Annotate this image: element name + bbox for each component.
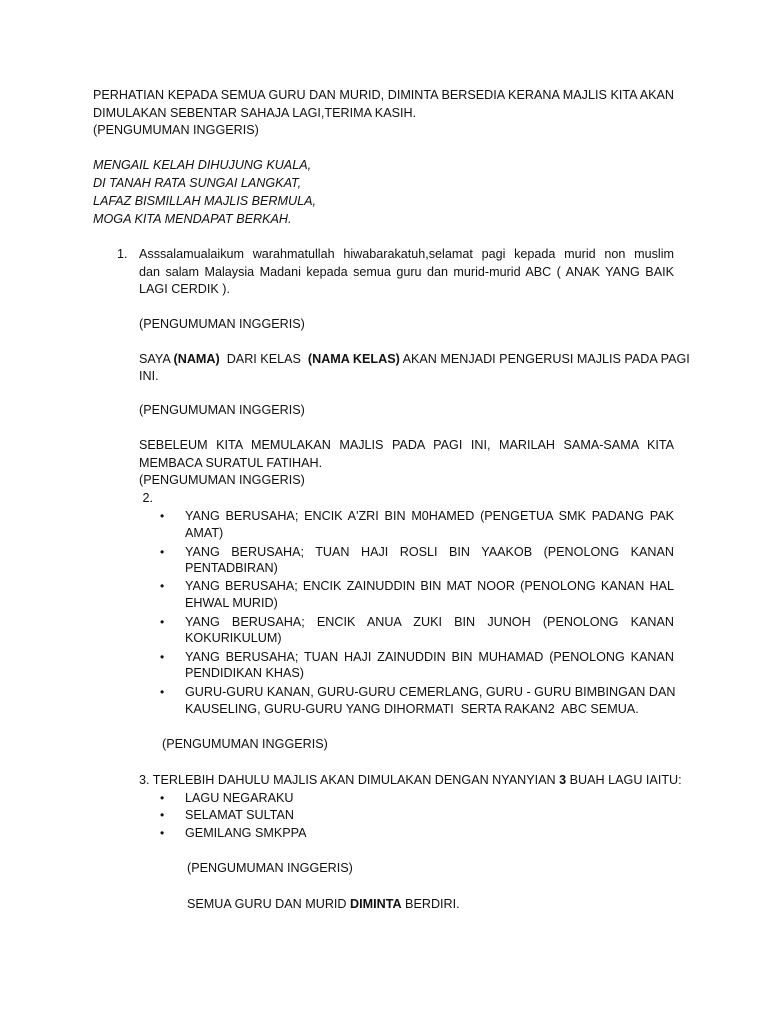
announcement-note: (PENGUMUMAN INGGERIS) xyxy=(139,403,305,417)
honorific-6-line-1: GURU-GURU KANAN, GURU-GURU CEMERLANG, GURU - GURU BIMBINGAN DAN xyxy=(185,685,676,699)
honorific-2-line-2: PENTADBIRAN) xyxy=(185,561,278,575)
songs-intro: 3. TERLEBIH DAHULU MAJLIS AKAN DIMULAKAN DENGAN NYANYIAN 3 BUAH LAGU IAITU: xyxy=(139,773,682,787)
honorific-4-line-2: KOKURIKULUM) xyxy=(185,631,282,645)
bullet: • xyxy=(160,685,165,699)
pantun-line-4: MOGA KITA MENDAPAT BERKAH. xyxy=(93,212,292,226)
announcement-note: (PENGUMUMAN INGGERIS) xyxy=(187,861,353,875)
fatihah-line-2: MEMBACA SURATUL FATIHAH. xyxy=(139,456,323,470)
honorific-5-line-2: PENDIDIKAN KHAS) xyxy=(185,666,304,680)
pantun-line-1: MENGAIL KELAH DIHUJUNG KUALA, xyxy=(93,158,312,172)
bullet: • xyxy=(160,615,165,629)
stand-instruction: SEMUA GURU DAN MURID DIMINTA BERDIRI. xyxy=(187,897,460,911)
honorific-1-line-1: YANG BERUSAHA; ENCIK A'ZRI BIN M0HAMED (PENGETUA SMK PADANG PAK xyxy=(185,509,674,523)
honorific-3-line-2: EHWAL MURID) xyxy=(185,596,278,610)
class-placeholder: (NAMA KELAS) xyxy=(307,352,400,366)
intro-line-1: PERHATIAN KEPADA SEMUA GURU DAN MURID, DIMINTA BERSEDIA KERANA MAJLIS KITA AKAN xyxy=(93,88,674,102)
honorific-4-line-1: YANG BERUSAHA; ENCIK ANUA ZUKI BIN JUNOH (PENOLONG KANAN xyxy=(185,615,674,629)
greeting-line-1: Asssalamualaikum warahmatullah hiwabarakatuh,selamat pagi kepada murid non muslim xyxy=(139,247,674,261)
intro-line-2: DIMULAKAN SEBENTAR SAHAJA LAGI,TERIMA KASIH. xyxy=(93,106,417,120)
intro-note: (PENGUMUMAN INGGERIS) xyxy=(93,123,259,137)
honorific-6-line-2: KAUSELING, GURU-GURU YANG DIHORMATI SERTA RAKAN2 ABC SEMUA. xyxy=(185,702,639,716)
announcement-note: (PENGUMUMAN INGGERIS) xyxy=(162,737,328,751)
greeting-line-3: LAGI CERDIK ). xyxy=(139,282,230,296)
pantun-line-2: DI TANAH RATA SUNGAI LANGKAT, xyxy=(93,176,302,190)
name-placeholder: (NAMA) xyxy=(173,352,220,366)
bullet: • xyxy=(160,826,165,840)
bullet: • xyxy=(160,791,165,805)
bullet: • xyxy=(160,509,165,523)
honorific-5-line-1: YANG BERUSAHA; TUAN HAJI ZAINUDDIN BIN MUHAMAD (PENOLONG KANAN xyxy=(185,650,674,664)
item-1-number: 1. xyxy=(117,247,128,261)
song-3: GEMILANG SMKPPA xyxy=(185,826,307,840)
fatihah-line-1: SEBELEUM KITA MEMULAKAN MAJLIS PADA PAGI INI, MARILAH SAMA-SAMA KITA xyxy=(139,438,674,452)
pantun-line-3: LAFAZ BISMILLAH MAJLIS BERMULA, xyxy=(93,194,317,208)
announcement-note: (PENGUMUMAN INGGERIS) xyxy=(139,317,305,331)
bullet: • xyxy=(160,579,165,593)
honorific-2-line-1: YANG BERUSAHA; TUAN HAJI ROSLI BIN YAAKOB (PENOLONG KANAN xyxy=(185,545,674,559)
chairperson-intro-line-1: SAYA (NAMA) DARI KELAS (NAMA KELAS) AKAN MENJADI PENGERUSI MAJLIS PADA PAGI xyxy=(139,352,690,366)
item-2-number: 2. xyxy=(139,491,154,505)
bullet: • xyxy=(160,808,165,822)
honorific-1-line-2: AMAT) xyxy=(185,526,224,540)
song-2: SELAMAT SULTAN xyxy=(185,808,294,822)
bullet: • xyxy=(160,545,165,559)
song-1: LAGU NEGARAKU xyxy=(185,791,294,805)
announcement-note: (PENGUMUMAN INGGERIS) xyxy=(139,473,305,487)
chairperson-intro-line-2: INI. xyxy=(139,369,159,383)
honorific-3-line-1: YANG BERUSAHA; ENCIK ZAINUDDIN BIN MAT NOOR (PENOLONG KANAN HAL xyxy=(185,579,674,593)
bullet: • xyxy=(160,650,165,664)
greeting-line-2: dan salam Malaysia Madani kepada semua guru dan murid-murid ABC ( ANAK YANG BAIK xyxy=(139,265,674,279)
